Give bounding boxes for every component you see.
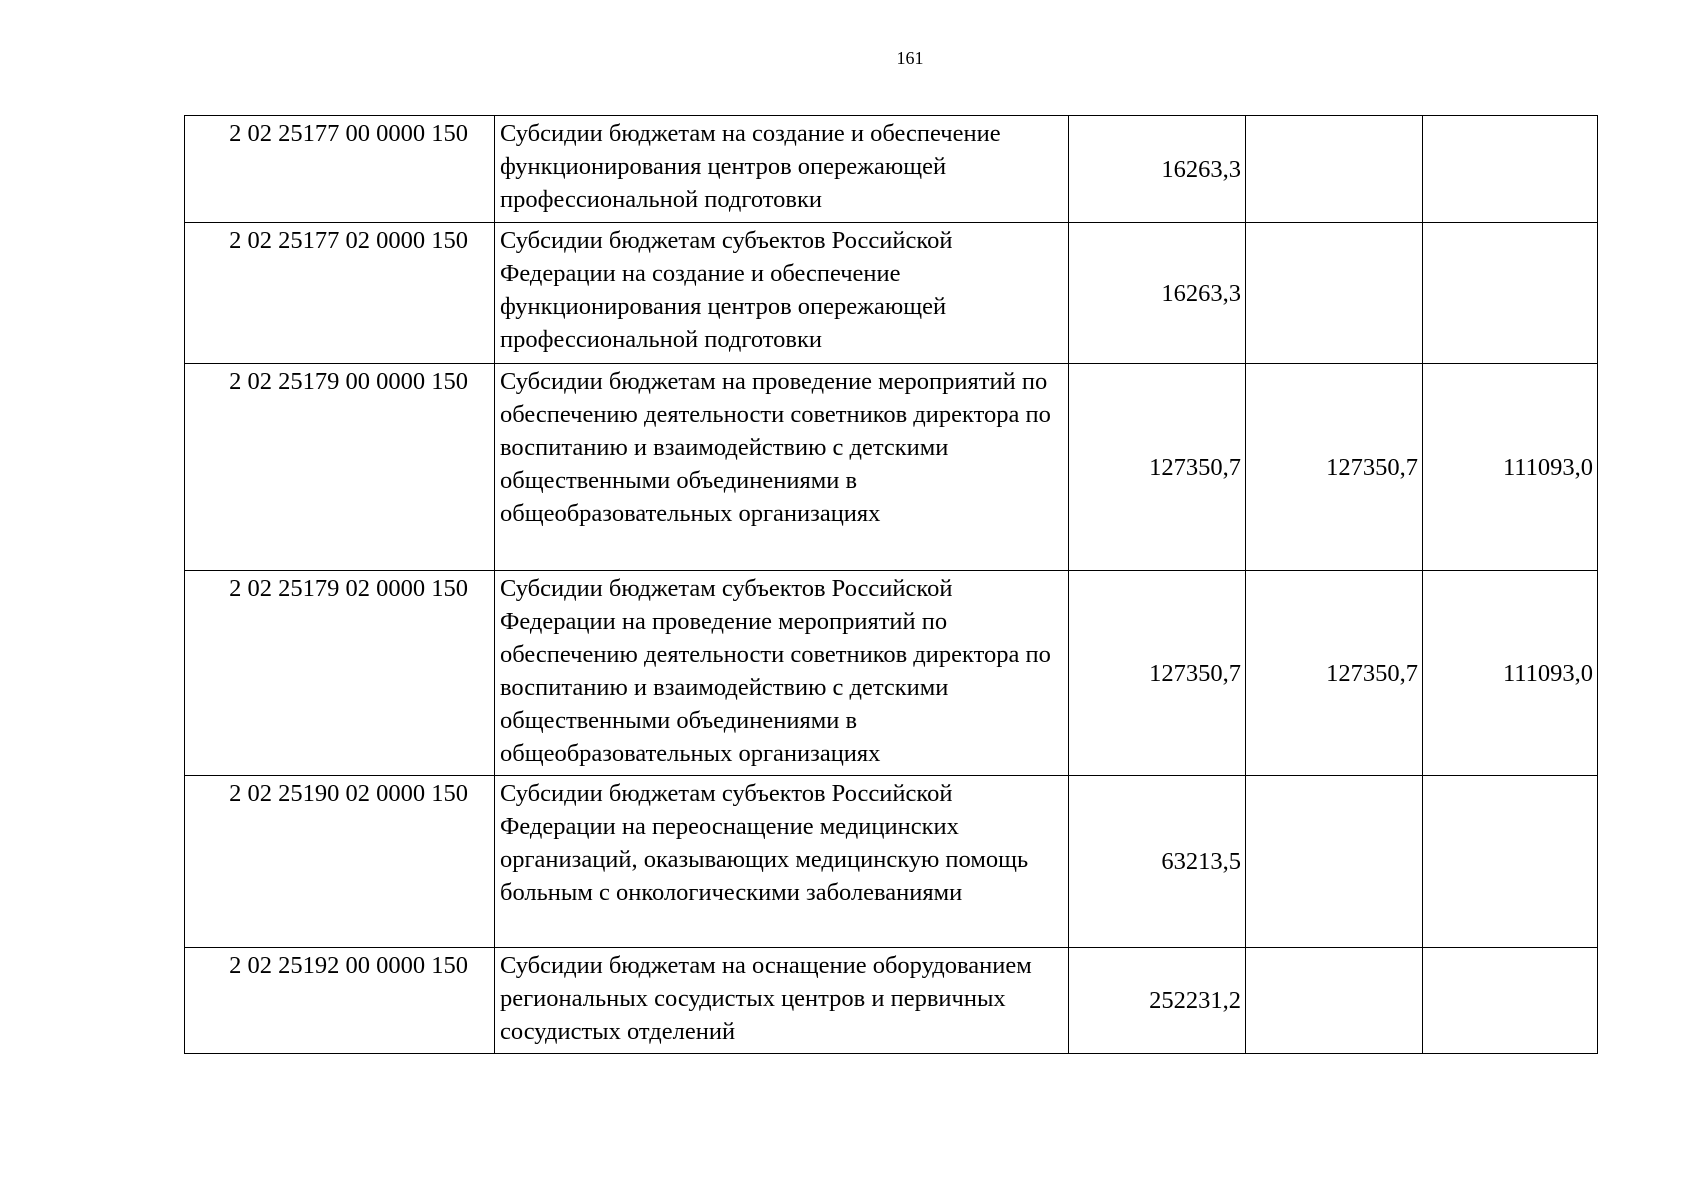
amount-col-2 [1246, 116, 1423, 223]
revenue-code: 2 02 25179 00 0000 150 [185, 364, 495, 571]
revenue-code: 2 02 25179 02 0000 150 [185, 571, 495, 776]
table-row [185, 364, 1598, 571]
revenue-code: 2 02 25190 02 0000 150 [185, 776, 495, 948]
amount-col-3: 111093,0 [1423, 364, 1598, 571]
table-row [185, 571, 1598, 776]
amount-col-1: 16263,3 [1069, 223, 1246, 364]
table-row [185, 948, 1598, 1054]
revenue-name: Субсидии бюджетам на создание и обеспечение функционирования центров опережающей профессиональной подготовки [495, 116, 1069, 223]
amount-col-2 [1246, 223, 1423, 364]
revenue-code: 2 02 25177 02 0000 150 [185, 223, 495, 364]
amount-col-2 [1246, 948, 1423, 1054]
amount-col-3: 111093,0 [1423, 571, 1598, 776]
page-number: 161 [896, 48, 924, 68]
amount-col-3 [1423, 948, 1598, 1054]
revenue-name: Субсидии бюджетам на оснащение оборудованием региональных сосудистых центров и первичных сосудистых отделений [495, 948, 1069, 1054]
revenue-name: Субсидии бюджетам на проведение мероприятий по обеспечению деятельности советников директора по воспитанию и взаимодействию с детскими общественными объединениями в общеобразовательных организациях [495, 364, 1069, 571]
revenue-name: Субсидии бюджетам субъектов Российской Федерации на переоснащение медицинских организаций, оказывающих медицинскую помощь больным с онкологическими заболеваниями [495, 776, 1069, 948]
amount-col-3 [1423, 776, 1598, 948]
amount-col-2 [1246, 776, 1423, 948]
revenue-code: 2 02 25177 00 0000 150 [185, 116, 495, 223]
amount-col-2: 127350,7 [1246, 364, 1423, 571]
table-row [185, 116, 1598, 223]
amount-col-1: 63213,5 [1069, 776, 1246, 948]
amount-col-1: 16263,3 [1069, 116, 1246, 223]
amount-col-1: 127350,7 [1069, 571, 1246, 776]
amount-col-3 [1423, 116, 1598, 223]
amount-col-1: 252231,2 [1069, 948, 1246, 1054]
revenue-code: 2 02 25192 00 0000 150 [185, 948, 495, 1054]
amount-col-1: 127350,7 [1069, 364, 1246, 571]
revenue-name: Субсидии бюджетам субъектов Российской Федерации на проведение мероприятий по обеспечению деятельности советников директора по воспитанию и взаимодействию с детскими общественными объединениями в общеобразовательных организациях [495, 571, 1069, 776]
amount-col-2: 127350,7 [1246, 571, 1423, 776]
table-row [185, 223, 1598, 364]
budget-table [184, 115, 1598, 1054]
table-row [185, 776, 1598, 948]
revenue-name: Субсидии бюджетам субъектов Российской Федерации на создание и обеспечение функционирования центров опережающей профессиональной подготовки [495, 223, 1069, 364]
amount-col-3 [1423, 223, 1598, 364]
